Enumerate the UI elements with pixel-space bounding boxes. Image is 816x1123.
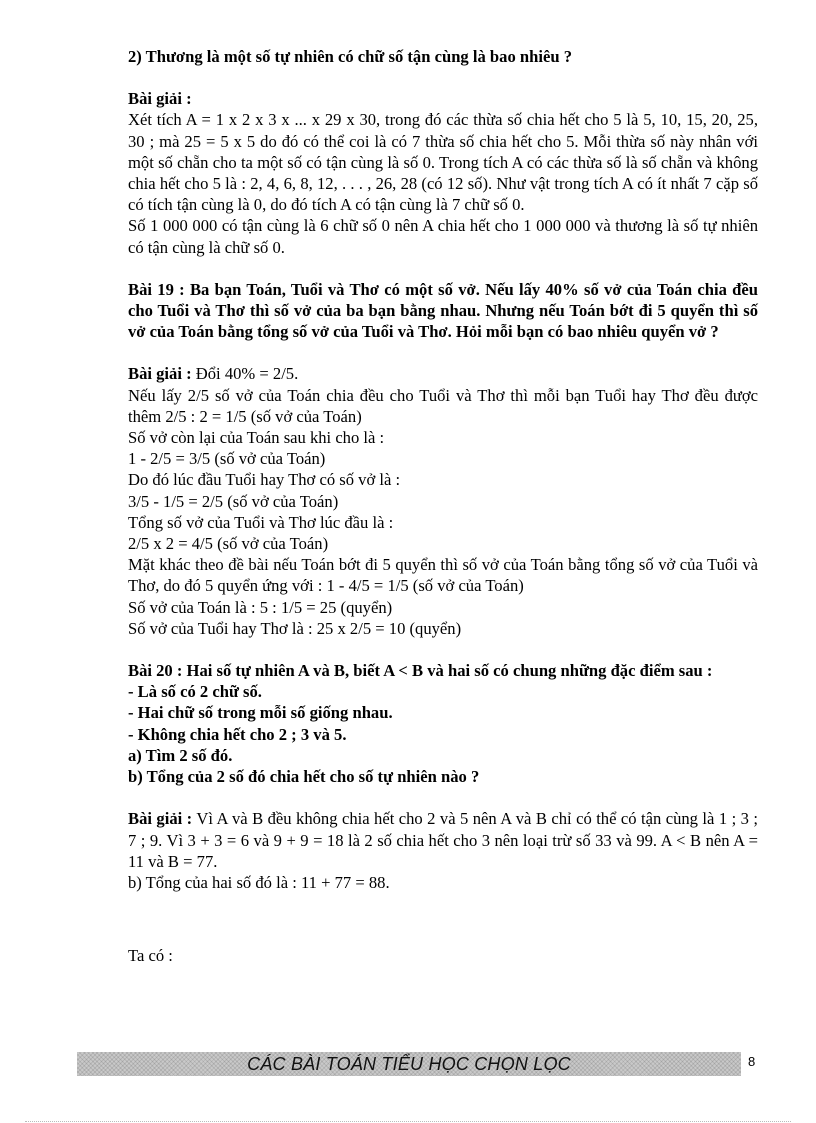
q2-solution-para-1: Xét tích A = 1 x 2 x 3 x ... x 29 x 30, trong đó các thừa số chia hết cho 5 là 5, 10, 15, 20, 25, 30 ; mà 25 = 5 x 5 do đó có thể coi là có 7 thừa số chia hết cho 5. Mỗi thừa số này nhân với một số chẵn cho ta một số có tận cùng là số 0. Trong tích A có các thừa số là số chẵn và không chia hết cho 5 là : 2, 4, 6, 8, 12, . . . , 26, 28 (có 12 số). Như vật trong tích A có ít nhất 7 cặp số có tích tận cùng là 0, do đó tích A có tận cùng là 7 chữ số 0.: [128, 110, 758, 215]
condition-line: - Hai chữ số trong mỗi số giống nhau.: [128, 703, 393, 723]
q2-solution-para-2: Số 1 000 000 có tận cùng là 6 chữ số 0 nên A chia hết cho 1 000 000 và thương là số tự nhiên có tận cùng là chữ số 0.: [128, 216, 758, 257]
solution-line: Số vở của Tuổi hay Thơ là : 25 x 2/5 = 10 (quyển): [128, 618, 462, 638]
solution-label: Bài giải :: [128, 89, 192, 109]
solution-line: b) Tổng của hai số đó là : 11 + 77 = 88.: [128, 872, 390, 892]
solution-label: Bài giải :: [128, 809, 193, 829]
condition-line: - Là số có 2 chữ số.: [128, 682, 262, 702]
solution-label: Bài giải :: [128, 364, 192, 384]
condition-line: - Không chia hết cho 2 ; 3 và 5.: [128, 724, 347, 744]
solution-line: 1 - 2/5 = 3/5 (số vở của Toán): [128, 449, 326, 469]
solution-line: Số vở của Toán là : 5 : 1/5 = 25 (quyển): [128, 597, 393, 617]
solution-line: Nếu lấy 2/5 số vở của Toán chia đều cho Tuổi và Thơ thì mỗi bạn Tuổi hay Thơ đều được thêm 2/5 : 2 = 1/5 (số vở của Toán): [128, 385, 758, 426]
ta-co-line: Ta có :: [128, 946, 173, 966]
solution-line: Mặt khác theo đề bài nếu Toán bớt đi 5 quyển thì số vở của Toán bằng tổng số vở của Tuổi và Thơ, do đó 5 quyển ứng với : 1 - 4/5 = 1/5 (số vở của Toán): [128, 555, 758, 596]
page-bottom-divider: [25, 1121, 791, 1122]
question-b: b) Tổng của 2 số đó chia hết cho số tự nhiên nào ?: [128, 767, 480, 787]
solution-line: 2/5 x 2 = 4/5 (số vở của Toán): [128, 534, 329, 554]
solution-line: 3/5 - 1/5 = 2/5 (số vở của Toán): [128, 491, 339, 511]
solution-line: Số vở còn lại của Toán sau khi cho là :: [128, 428, 385, 448]
solution-text: Vì A và B đều không chia hết cho 2 và 5 nên A và B chỉ có thể có tận cùng là 1 ; 3 ; 7 ; 9. Vì 3 + 3 = 6 và 9 + 9 = 18 là 2 số chia hết cho 3 nên loại trừ số 33 và 99. A < B nên A = 11 và B = 77.: [128, 809, 758, 871]
footer-banner: [77, 1052, 741, 1076]
solution-first-line: Đổi 40% = 2/5.: [195, 364, 299, 384]
problem-19-solution-start: [128, 363, 758, 384]
problem-19: Bài 19 : Ba bạn Toán, Tuổi và Thơ có một số vở. Nếu lấy 40% số vở của Toán chia đều cho Tuổi và Thơ thì số vở của ba bạn bằng nhau. Nhưng nếu Toán bớt đi 5 quyển thì số vở của Toán bằng tổng số vở của Tuổi và Thơ. Hỏi mỗi bạn có bao nhiêu quyển vở ?: [128, 279, 758, 342]
question-2: 2) Thương là một số tự nhiên có chữ số tận cùng là bao nhiêu ?: [128, 47, 572, 66]
question-a: a) Tìm 2 số đó.: [128, 745, 233, 765]
footer-title: CÁC BÀI TOÁN TIỂU HỌC CHỌN LỌC: [247, 1054, 571, 1074]
solution-line: Do đó lúc đầu Tuổi hay Thơ có số vở là :: [128, 470, 401, 490]
problem-20-solution: [128, 808, 758, 872]
page-content: [128, 46, 758, 966]
page-number: 8: [748, 1054, 756, 1069]
problem-20: Bài 20 : Hai số tự nhiên A và B, biết A < B và hai số có chung những đặc điểm sau :: [128, 661, 713, 681]
solution-line: Tổng số vở của Tuổi và Thơ lúc đầu là :: [128, 512, 394, 532]
